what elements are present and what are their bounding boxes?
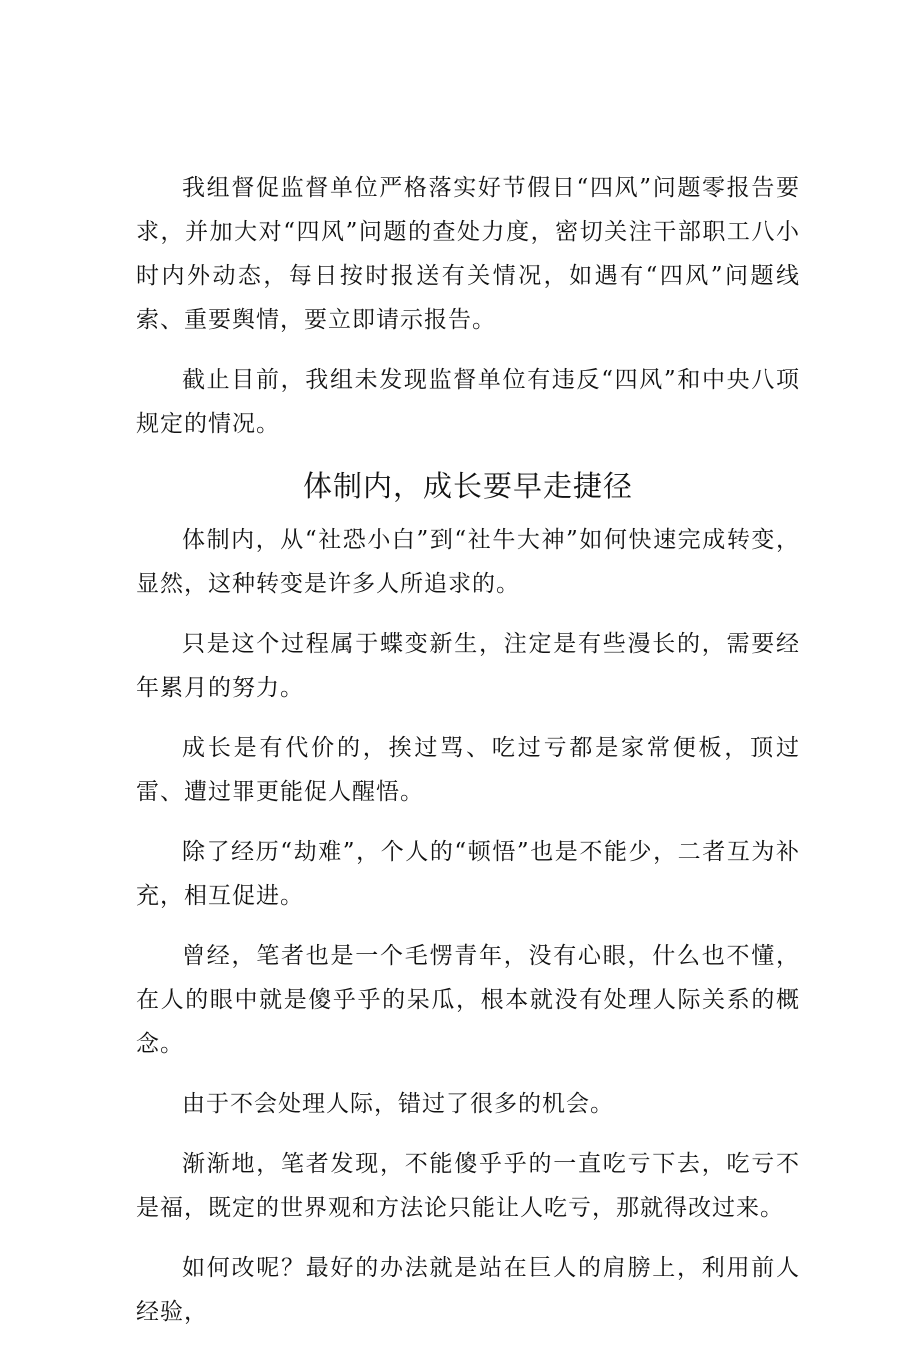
- paragraph: 由于不会处理人际，错过了很多的机会。: [182, 1091, 614, 1117]
- paragraph: 除了经历“劫难”，个人的“顿悟”也是不能少，二者互为补充，相互促进。: [136, 839, 800, 909]
- paragraph: 曾经，笔者也是一个毛愣青年，没有心眼，什么也不懂，在人的眼中就是傻乎乎的呆瓜，根本就没有处理人际关系的概念。: [136, 943, 800, 1057]
- document-body: [136, 166, 800, 1350]
- paragraph: 渐渐地，笔者发现，不能傻乎乎的一直吃亏下去，吃亏不是福，既定的世界观和方法论只能让人吃亏，那就得改过来。: [136, 1151, 800, 1221]
- paragraph: 成长是有代价的，挨过骂、吃过亏都是家常便板，顶过雷、遭过罪更能促人醒悟。: [136, 735, 800, 805]
- paragraph: 截止目前，我组未发现监督单位有违反“四风”和中央八项规定的情况。: [136, 367, 800, 437]
- section-article: [136, 518, 800, 1334]
- article-title: 体制内，成长要早走捷径: [302, 469, 633, 503]
- paragraph: 只是这个过程属于蝶变新生，注定是有些漫长的，需要经年累月的努力。: [136, 631, 800, 701]
- paragraph: 体制内，从“社恐小白”到“社牛大神”如何快速完成转变，显然，这种转变是许多人所追求的。: [136, 527, 800, 597]
- paragraph: 我组督促监督单位严格落实好节假日“四风”问题零报告要求，并加大对“四风”问题的查处力度，密切关注干部职工八小时内外动态，每日按时报送有关情况，如遇有“四风”问题线索、重要舆情，要立即请示报告。: [136, 175, 800, 333]
- section-report: [136, 166, 800, 446]
- paragraph: 如何改呢？最好的办法就是站在巨人的肩膀上，利用前人经验，: [136, 1255, 800, 1325]
